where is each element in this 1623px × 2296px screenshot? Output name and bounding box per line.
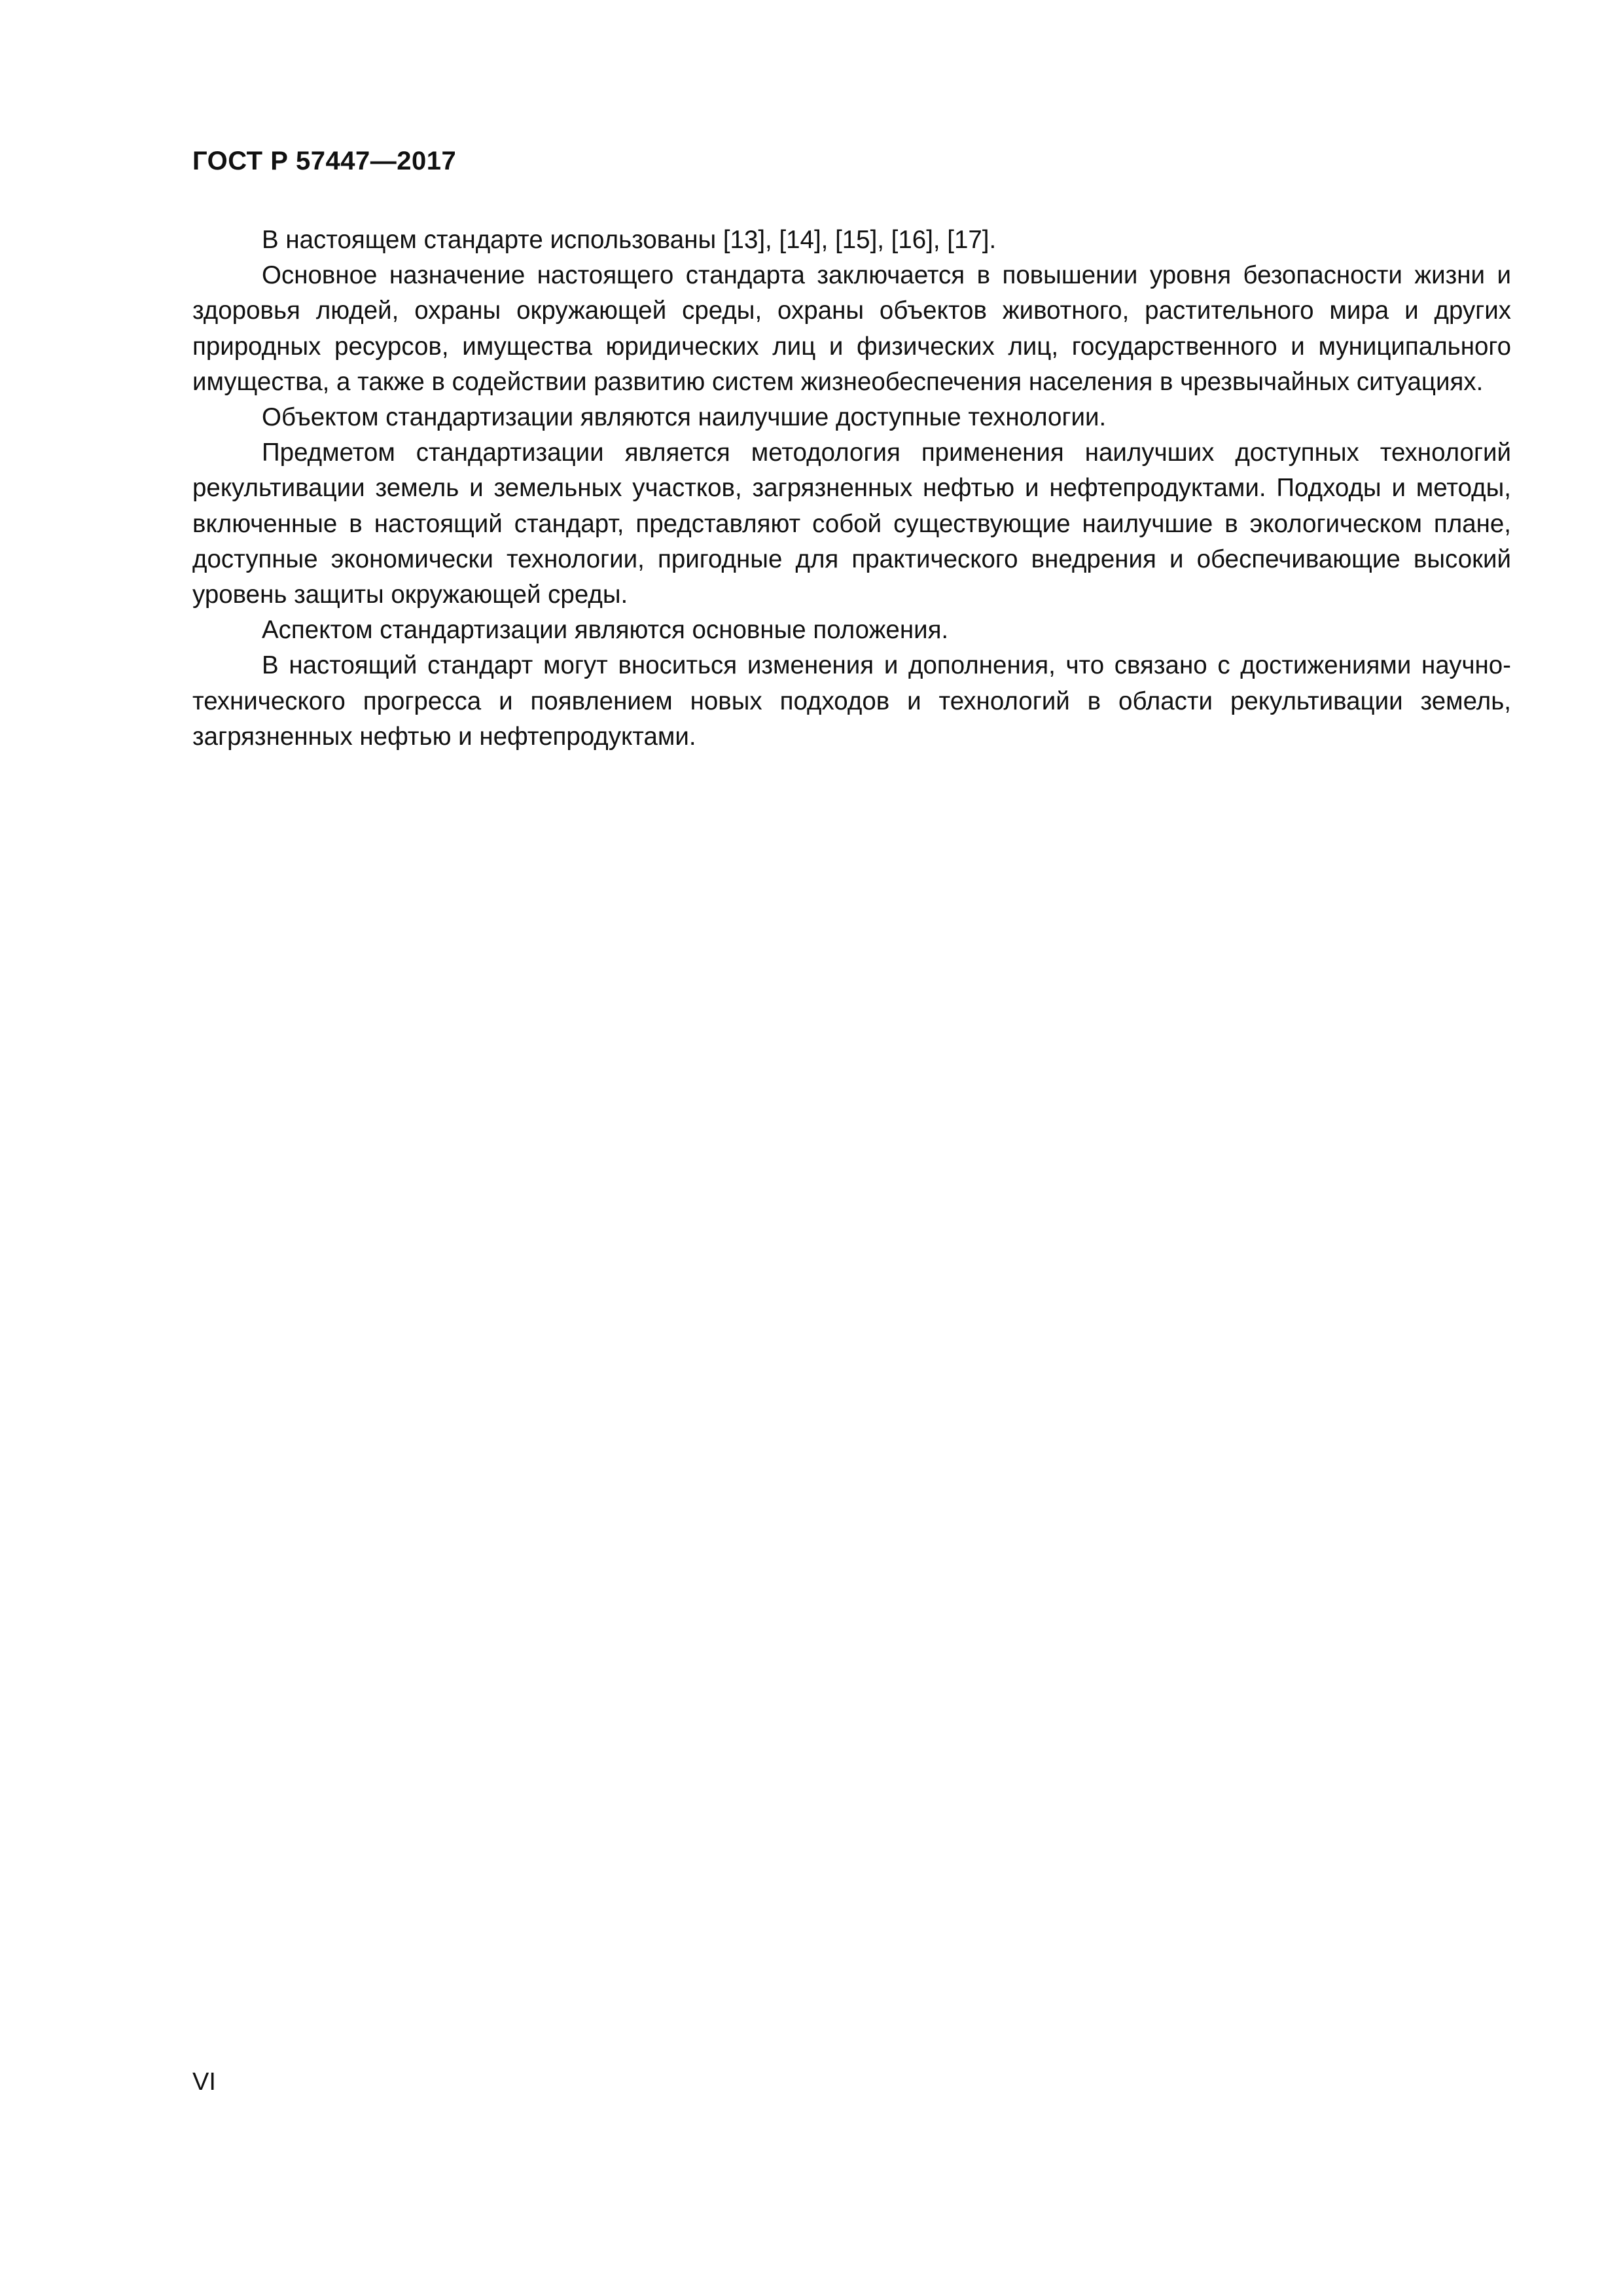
paragraph-aspect: Аспектом стандартизации являются основные положения.: [262, 616, 949, 645]
paragraph-amendments: В настоящий стандарт могут вноситься изменения и дополнения, что связано с достижениями научно-технического прогресса и появлением новых подходов и технологий в области рекультивации земель, загрязненных нефтью и нефтепродуктами.: [192, 651, 1511, 751]
page-number: VI: [192, 2068, 216, 2096]
body-text: [192, 223, 1511, 755]
document-header: ГОСТ Р 57447—2017: [192, 147, 457, 175]
paragraph-purpose: Основное назначение настоящего стандарта заключается в повышении уровня безопасности жизни и здоровья людей, охраны окружающей среды, охраны объектов животного, растительного мира и других природных ресурсов, имущества юридических лиц и физических лиц, государственного и муниципального имущества, а также в содействии развитию систем жизнеобеспечения населения в чрезвычайных ситуациях.: [192, 261, 1511, 396]
paragraph-references: В настоящем стандарте использованы [13], [14], [15], [16], [17].: [262, 226, 997, 254]
paragraph-object: Объектом стандартизации являются наилучшие доступные технологии.: [262, 403, 1107, 432]
paragraph-subject: Предметом стандартизации является методология применения наилучших доступных технологий рекультивации земель и земельных участков, загрязненных нефтью и нефтепродуктами. Подходы и методы, включенные в настоящий стандарт, представляют собой существующие наилучшие в экологическом плане, доступные экономически технологии, пригодные для практического внедрения и обеспечивающие высокий уровень защиты окружающей среды.: [192, 439, 1511, 609]
